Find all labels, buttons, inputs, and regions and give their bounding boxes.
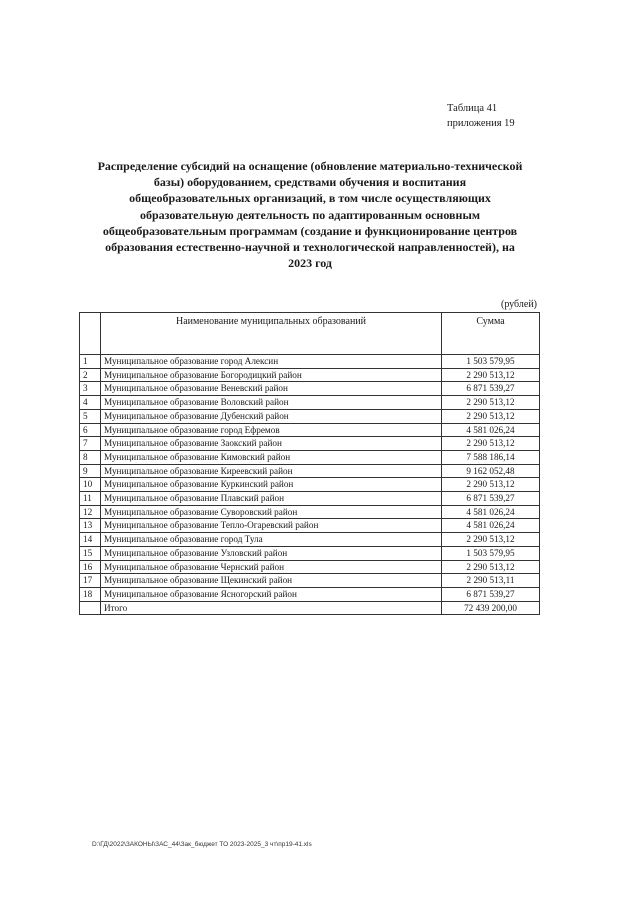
table-body [80, 355, 540, 602]
table-header-row [80, 313, 540, 355]
row-sum: 2 290 513,12 [442, 368, 540, 382]
row-sum: 9 162 052,48 [442, 464, 540, 478]
row-number: 7 [80, 437, 101, 451]
table-row [80, 423, 540, 437]
appendix-number: приложения 19 [447, 118, 515, 129]
currency-unit: (рублей) [500, 299, 537, 310]
file-path: D:\ГД\2022\ЗАКОНЫ\ЗАС_44\Зак_бюджет ТО 2023-2025_3 чт\пр19-41.xls [92, 841, 312, 848]
table-row [80, 505, 540, 519]
total-number [80, 601, 101, 615]
row-municipality: Муниципальное образование Веневский район [101, 382, 442, 396]
row-number: 16 [80, 560, 101, 574]
row-sum: 4 581 026,24 [442, 519, 540, 533]
row-sum: 6 871 539,27 [442, 492, 540, 506]
title-line: образовательную деятельность по адаптированным основным [139, 207, 480, 222]
table-row [80, 396, 540, 410]
title-line: Распределение субсидий на оснащение (обновление материально-технической [97, 159, 523, 173]
row-municipality: Муниципальное образование Богородицкий район [101, 368, 442, 382]
table-row [80, 478, 540, 492]
table-row [80, 574, 540, 588]
row-municipality: Муниципальное образование Воловский район [101, 396, 442, 410]
row-municipality: Муниципальное образование Щекинский район [101, 574, 442, 588]
row-number: 15 [80, 546, 101, 560]
table-row [80, 382, 540, 396]
row-municipality: Муниципальное образование Заокский район [101, 437, 442, 451]
row-sum: 2 290 513,12 [442, 396, 540, 410]
row-sum: 4 581 026,24 [442, 505, 540, 519]
row-number: 13 [80, 519, 101, 533]
row-number: 17 [80, 574, 101, 588]
row-sum: 2 290 513,12 [442, 560, 540, 574]
row-municipality: Муниципальное образование Дубенский район [101, 409, 442, 423]
row-sum: 6 871 539,27 [442, 382, 540, 396]
row-municipality: Муниципальное образование город Тула [101, 533, 442, 547]
row-number: 4 [80, 396, 101, 410]
row-sum: 2 290 513,12 [442, 409, 540, 423]
table-row [80, 437, 540, 451]
row-sum: 4 581 026,24 [442, 423, 540, 437]
title-line: общеобразовательным программам (создание и функционирование центров [102, 223, 518, 238]
table-row [80, 355, 540, 369]
row-number: 2 [80, 368, 101, 382]
header-number [80, 313, 101, 355]
row-municipality: Муниципальное образование Тепло-Огаревский район [101, 519, 442, 533]
row-municipality: Муниципальное образование город Алексин [101, 355, 442, 369]
row-sum: 2 290 513,11 [442, 574, 540, 588]
title-line: образования естественно-научной и технологической направленностей), на [105, 240, 515, 255]
row-number: 9 [80, 464, 101, 478]
row-sum: 7 588 186,14 [442, 450, 540, 464]
row-number: 18 [80, 587, 101, 601]
total-label: Итого [101, 601, 442, 615]
row-number: 3 [80, 382, 101, 396]
table-row [80, 546, 540, 560]
row-sum: 2 290 513,12 [442, 478, 540, 492]
row-sum: 2 290 513,12 [442, 533, 540, 547]
row-number: 10 [80, 478, 101, 492]
title-line: 2023 год [288, 256, 332, 271]
row-number: 14 [80, 533, 101, 547]
row-municipality: Муниципальное образование Ясногорский район [101, 587, 442, 601]
title-line: общеобразовательных организаций, в том числе осуществляющих [129, 191, 491, 206]
row-number: 6 [80, 423, 101, 437]
row-municipality: Муниципальное образование Суворовский район [101, 505, 442, 519]
total-sum: 72 439 200,00 [442, 601, 540, 615]
header-sum: Сумма [442, 313, 540, 355]
table-row [80, 409, 540, 423]
row-number: 8 [80, 450, 101, 464]
table-row [80, 587, 540, 601]
header-municipality: Наименование муниципальных образований [101, 313, 442, 355]
row-number: 12 [80, 505, 101, 519]
row-municipality: Муниципальное образование Киреевский район [101, 464, 442, 478]
row-municipality: Муниципальное образование Чернский район [101, 560, 442, 574]
document-title [80, 158, 540, 271]
row-number: 11 [80, 492, 101, 506]
row-municipality: Муниципальное образование город Ефремов [101, 423, 442, 437]
table-row [80, 560, 540, 574]
table-row [80, 533, 540, 547]
row-number: 1 [80, 355, 101, 369]
row-municipality: Муниципальное образование Кимовский район [101, 450, 442, 464]
row-municipality: Муниципальное образование Узловский район [101, 546, 442, 560]
table-number: Таблица 41 [447, 103, 498, 114]
row-sum: 6 871 539,27 [442, 587, 540, 601]
table-row [80, 492, 540, 506]
subsidy-table [79, 312, 540, 615]
row-number: 5 [80, 409, 101, 423]
row-sum: 1 503 579,95 [442, 355, 540, 369]
row-sum: 2 290 513,12 [442, 437, 540, 451]
row-sum: 1 503 579,95 [442, 546, 540, 560]
table-row [80, 519, 540, 533]
table-row [80, 450, 540, 464]
total-row [80, 601, 540, 615]
row-municipality: Муниципальное образование Плавский район [101, 492, 442, 506]
table-row [80, 368, 540, 382]
title-line: базы) оборудованием, средствами обучения и воспитания [153, 175, 467, 190]
table-row [80, 464, 540, 478]
row-municipality: Муниципальное образование Куркинский район [101, 478, 442, 492]
table-reference [447, 101, 515, 131]
